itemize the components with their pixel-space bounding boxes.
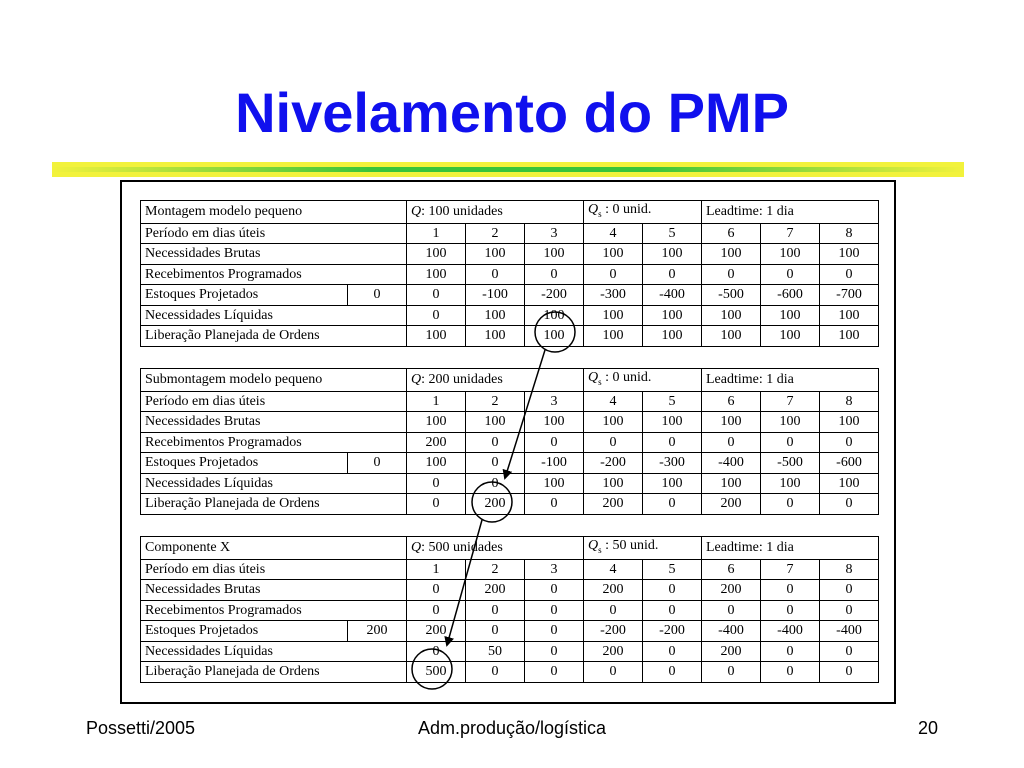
leadtime: Leadtime: 1 dia xyxy=(702,537,879,560)
value-cell: 0 xyxy=(584,432,643,453)
value-cell: -200 xyxy=(584,621,643,642)
value-cell: -600 xyxy=(761,285,820,306)
value-cell: 100 xyxy=(525,244,584,265)
value-cell: 0 xyxy=(820,641,879,662)
qs-symbol: Q xyxy=(588,202,599,217)
value-cell: 0 xyxy=(466,473,525,494)
period-cell: 5 xyxy=(643,223,702,244)
value-cell: -700 xyxy=(820,285,879,306)
value-cell: 200 xyxy=(407,621,466,642)
value-cell: 200 xyxy=(702,580,761,601)
value-cell: 0 xyxy=(466,621,525,642)
value-cell: 100 xyxy=(407,412,466,433)
value-cell: 0 xyxy=(466,662,525,683)
value-cell: 0 xyxy=(643,580,702,601)
value-cell: 200 xyxy=(702,641,761,662)
value-cell: 100 xyxy=(643,473,702,494)
arrow-montagem-to-submontagem xyxy=(505,350,545,478)
value-cell: 100 xyxy=(761,305,820,326)
value-cell: 0 xyxy=(466,264,525,285)
value-cell: 0 xyxy=(407,580,466,601)
value-cell: -400 xyxy=(643,285,702,306)
value-cell: 100 xyxy=(702,473,761,494)
row-label: Estoques Projetados xyxy=(141,453,348,474)
row-label: Necessidades Brutas xyxy=(141,244,407,265)
value-cell: 100 xyxy=(820,412,879,433)
row-label: Necessidades Brutas xyxy=(141,580,407,601)
period-label: Período em dias úteis xyxy=(141,391,407,412)
value-cell: 100 xyxy=(407,326,466,347)
leadtime: Leadtime: 1 dia xyxy=(702,201,879,224)
value-cell: 100 xyxy=(466,326,525,347)
value-cell: 100 xyxy=(466,305,525,326)
value-cell: 0 xyxy=(761,432,820,453)
value-cell: 0 xyxy=(525,621,584,642)
value-cell: 0 xyxy=(761,580,820,601)
value-cell: 0 xyxy=(525,432,584,453)
value-cell: -400 xyxy=(761,621,820,642)
period-cell: 1 xyxy=(407,223,466,244)
period-cell: 8 xyxy=(820,559,879,580)
row-label: Liberação Planejada de Ordens xyxy=(141,662,407,683)
value-cell: 0 xyxy=(761,662,820,683)
period-cell: 4 xyxy=(584,391,643,412)
value-cell: 100 xyxy=(525,473,584,494)
value-cell: 100 xyxy=(643,412,702,433)
highlight-circle-montagem-release xyxy=(535,312,575,352)
value-cell: 100 xyxy=(820,326,879,347)
q-value: : 100 unidades xyxy=(421,203,503,219)
row-label: Necessidades Líquidas xyxy=(141,305,407,326)
initial-stock-cell: 0 xyxy=(348,285,407,306)
value-cell: 0 xyxy=(761,600,820,621)
period-cell: 4 xyxy=(584,223,643,244)
value-cell: 0 xyxy=(525,494,584,515)
value-cell: 0 xyxy=(820,600,879,621)
value-cell: 100 xyxy=(584,244,643,265)
item-name: Montagem modelo pequeno xyxy=(141,201,407,224)
value-cell: 0 xyxy=(820,580,879,601)
value-cell: 200 xyxy=(584,494,643,515)
value-cell: 0 xyxy=(407,494,466,515)
period-cell: 1 xyxy=(407,391,466,412)
value-cell: 0 xyxy=(702,264,761,285)
value-cell: 100 xyxy=(466,412,525,433)
value-cell: 100 xyxy=(643,305,702,326)
period-cell: 2 xyxy=(466,223,525,244)
value-cell: 100 xyxy=(584,305,643,326)
row-label: Estoques Projetados xyxy=(141,285,348,306)
value-cell: 100 xyxy=(466,244,525,265)
row-label: Necessidades Líquidas xyxy=(141,641,407,662)
value-cell: -400 xyxy=(702,621,761,642)
value-cell: 100 xyxy=(702,244,761,265)
footer-author: Possetti/2005 xyxy=(86,718,196,738)
period-label: Período em dias úteis xyxy=(141,223,407,244)
qs-value: : 0 unid. xyxy=(601,370,652,385)
value-cell: -500 xyxy=(761,453,820,474)
value-cell: -500 xyxy=(702,285,761,306)
value-cell: 0 xyxy=(820,432,879,453)
period-cell: 3 xyxy=(525,223,584,244)
value-cell: 100 xyxy=(407,453,466,474)
value-cell: 50 xyxy=(466,641,525,662)
period-cell: 4 xyxy=(584,559,643,580)
value-cell: 0 xyxy=(466,600,525,621)
period-cell: 5 xyxy=(643,391,702,412)
row-label: Recebimentos Programados xyxy=(141,600,407,621)
row-label: Necessidades Brutas xyxy=(141,412,407,433)
value-cell: 100 xyxy=(761,244,820,265)
initial-stock-cell: 0 xyxy=(348,453,407,474)
item-name: Componente X xyxy=(141,537,407,560)
q-value: : 200 unidades xyxy=(421,371,503,387)
value-cell: 0 xyxy=(584,662,643,683)
value-cell: 100 xyxy=(584,326,643,347)
value-cell: 200 xyxy=(584,580,643,601)
value-cell: 0 xyxy=(407,285,466,306)
period-cell: 5 xyxy=(643,559,702,580)
period-cell: 7 xyxy=(761,223,820,244)
q-symbol: Q xyxy=(411,539,422,555)
value-cell: 100 xyxy=(820,473,879,494)
period-cell: 1 xyxy=(407,559,466,580)
value-cell: 0 xyxy=(761,641,820,662)
row-label: Liberação Planejada de Ordens xyxy=(141,494,407,515)
value-cell: 0 xyxy=(584,600,643,621)
period-cell: 8 xyxy=(820,391,879,412)
period-cell: 2 xyxy=(466,391,525,412)
value-cell: 0 xyxy=(643,600,702,621)
qs-subscript: s xyxy=(598,544,602,555)
qs-subscript: s xyxy=(598,376,602,387)
value-cell: 200 xyxy=(466,494,525,515)
period-label: Período em dias úteis xyxy=(141,559,407,580)
value-cell: -300 xyxy=(643,453,702,474)
q-value: : 500 unidades xyxy=(421,539,503,555)
value-cell: 100 xyxy=(525,305,584,326)
footer-page-number: 20 xyxy=(917,718,938,738)
value-cell: -400 xyxy=(820,621,879,642)
q-symbol: Q xyxy=(411,203,422,219)
value-cell: -200 xyxy=(643,621,702,642)
value-cell: 0 xyxy=(407,600,466,621)
row-label: Recebimentos Programados xyxy=(141,432,407,453)
value-cell: 200 xyxy=(584,641,643,662)
footer-course: Adm.produção/logística xyxy=(417,718,607,738)
value-cell: 0 xyxy=(525,600,584,621)
qs-subscript: s xyxy=(598,208,602,219)
qs-value: : 0 unid. xyxy=(601,202,652,217)
period-cell: 6 xyxy=(702,391,761,412)
value-cell: -400 xyxy=(702,453,761,474)
value-cell: 100 xyxy=(584,412,643,433)
value-cell: 200 xyxy=(407,432,466,453)
value-cell: 100 xyxy=(820,305,879,326)
value-cell: 0 xyxy=(820,662,879,683)
value-cell: 100 xyxy=(761,473,820,494)
value-cell: 100 xyxy=(702,412,761,433)
value-cell: 100 xyxy=(761,412,820,433)
value-cell: 0 xyxy=(761,264,820,285)
row-label: Recebimentos Programados xyxy=(141,264,407,285)
value-cell: 0 xyxy=(407,641,466,662)
value-cell: 0 xyxy=(525,264,584,285)
value-cell: 100 xyxy=(820,244,879,265)
period-cell: 8 xyxy=(820,223,879,244)
value-cell: -200 xyxy=(525,285,584,306)
initial-stock-cell: 200 xyxy=(348,621,407,642)
value-cell: 100 xyxy=(643,326,702,347)
value-cell: 0 xyxy=(525,580,584,601)
highlight-circle-componente-release xyxy=(412,649,452,689)
qs-value: : 50 unid. xyxy=(601,538,659,553)
value-cell: 0 xyxy=(643,264,702,285)
q-symbol: Q xyxy=(411,371,422,387)
value-cell: -600 xyxy=(820,453,879,474)
row-label: Estoques Projetados xyxy=(141,621,348,642)
qs-symbol: Q xyxy=(588,370,599,385)
value-cell: 0 xyxy=(643,494,702,515)
value-cell: 200 xyxy=(466,580,525,601)
value-cell: 100 xyxy=(407,264,466,285)
qs-symbol: Q xyxy=(588,538,599,553)
value-cell: 0 xyxy=(702,432,761,453)
value-cell: 100 xyxy=(525,412,584,433)
value-cell: 0 xyxy=(702,662,761,683)
value-cell: 100 xyxy=(761,326,820,347)
period-cell: 6 xyxy=(702,223,761,244)
leadtime: Leadtime: 1 dia xyxy=(702,369,879,392)
item-name: Submontagem modelo pequeno xyxy=(141,369,407,392)
period-cell: 3 xyxy=(525,391,584,412)
value-cell: 0 xyxy=(643,432,702,453)
value-cell: 0 xyxy=(702,600,761,621)
value-cell: 0 xyxy=(761,494,820,515)
value-cell: 100 xyxy=(407,244,466,265)
value-cell: -300 xyxy=(584,285,643,306)
slide-title: Nivelamento do PMP xyxy=(235,81,789,144)
value-cell: 200 xyxy=(702,494,761,515)
highlight-circle-submontagem-release xyxy=(472,482,512,522)
arrow-submontagem-to-componente xyxy=(447,520,482,645)
value-cell: 0 xyxy=(525,662,584,683)
value-cell: 0 xyxy=(820,264,879,285)
period-cell: 3 xyxy=(525,559,584,580)
value-cell: 0 xyxy=(584,264,643,285)
value-cell: -100 xyxy=(466,285,525,306)
period-cell: 7 xyxy=(761,559,820,580)
value-cell: 0 xyxy=(820,494,879,515)
value-cell: -100 xyxy=(525,453,584,474)
row-label: Liberação Planejada de Ordens xyxy=(141,326,407,347)
value-cell: 0 xyxy=(643,662,702,683)
row-label: Necessidades Líquidas xyxy=(141,473,407,494)
value-cell: 100 xyxy=(702,305,761,326)
value-cell: -200 xyxy=(584,453,643,474)
value-cell: 0 xyxy=(407,473,466,494)
period-cell: 6 xyxy=(702,559,761,580)
value-cell: 100 xyxy=(525,326,584,347)
value-cell: 0 xyxy=(525,641,584,662)
value-cell: 100 xyxy=(702,326,761,347)
value-cell: 0 xyxy=(466,453,525,474)
value-cell: 100 xyxy=(584,473,643,494)
value-cell: 0 xyxy=(466,432,525,453)
period-cell: 7 xyxy=(761,391,820,412)
value-cell: 0 xyxy=(643,641,702,662)
value-cell: 500 xyxy=(407,662,466,683)
period-cell: 2 xyxy=(466,559,525,580)
value-cell: 100 xyxy=(643,244,702,265)
value-cell: 0 xyxy=(407,305,466,326)
